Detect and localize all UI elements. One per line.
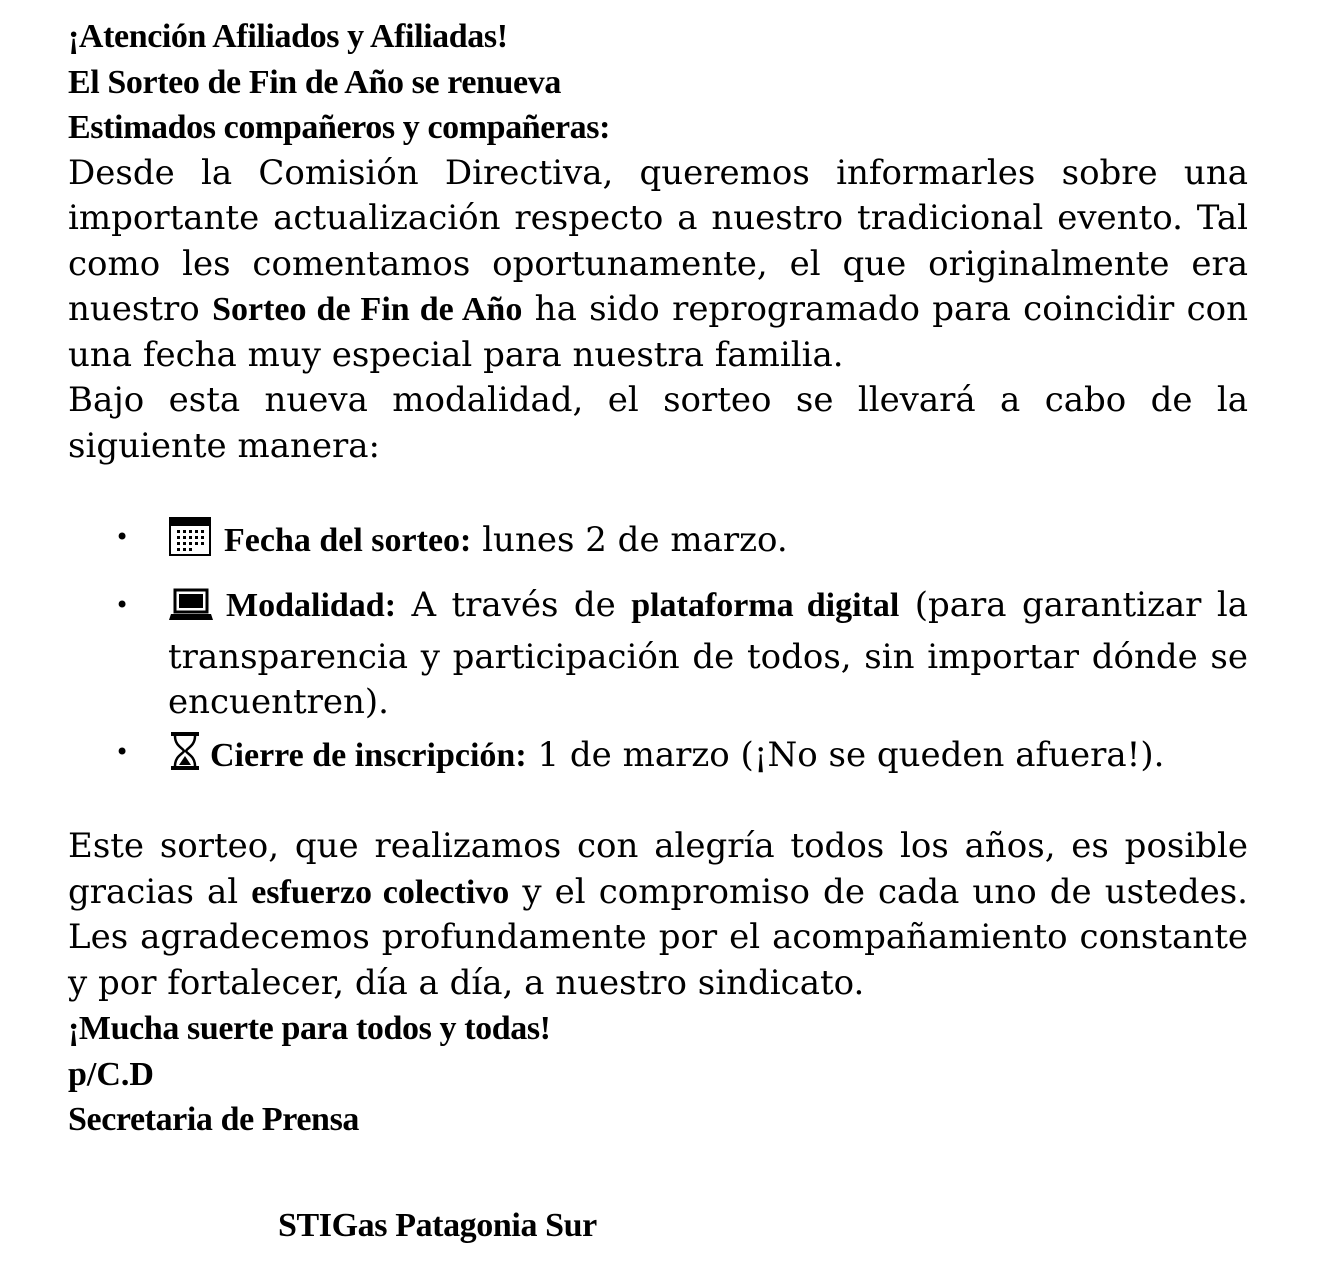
intro-bold-event: Sorteo de Fin de Año <box>212 291 523 328</box>
calendar-icon <box>168 515 212 570</box>
signature-role: Secretaria de Prensa <box>68 1101 359 1138</box>
date-label: Fecha del sorteo: <box>224 521 472 559</box>
intro-text-a: Desde la Comisión Directiva, queremos informarles sobre una importante actualización respecto a nuestro tradicional evento. Tal como les comentamos oportunamente, el que originalmente era nuestro <box>68 152 1248 329</box>
closing-date-label: Cierre de inscripción: <box>210 736 527 774</box>
intro-paragraph <box>68 151 1248 379</box>
list-item-modality <box>68 583 1248 726</box>
modality-intro-paragraph <box>68 378 1248 469</box>
hourglass-icon <box>168 730 202 785</box>
laptop-icon <box>168 588 214 635</box>
bullet-icon: • <box>115 737 130 766</box>
modality-bold-platform: plataforma digital <box>631 587 900 624</box>
blank-line <box>68 784 1248 824</box>
good-luck-line: ¡Mucha suerte para todos y todas! <box>68 1010 551 1047</box>
closing-date-value: 1 de marzo (¡No se queden afuera!). <box>537 734 1165 775</box>
signature-for-cd: p/C.D <box>68 1055 154 1093</box>
intro-text-b: ha sido reprogramado para coincidir con una fecha muy especial para nuestra familia. <box>68 289 1249 375</box>
closing-text-b: y el compromiso de cada uno de ustedes. Les agradecemos profundamente por el acompañamiento constante y por fortalecer, día a día, a nuestro sindicato. <box>68 871 1248 1003</box>
closing-bold-effort: esfuerzo colectivo <box>251 873 510 911</box>
closing-paragraph <box>68 824 1248 1006</box>
bullet-icon: • <box>115 591 130 619</box>
announcement-heading: ¡Atención Afiliados y Afiliadas! <box>68 18 508 55</box>
list-item-date <box>68 515 1248 570</box>
modality-text-b: (para garantizar la transparencia y participación de todos, sin importar dónde se encuentren). <box>168 585 1248 722</box>
modality-intro-text: Bajo esta nueva modalidad, el sorteo se llevará a cabo de la siguiente manera: <box>68 380 1248 466</box>
organization-block <box>278 1203 597 1249</box>
closing-text-a: Este sorteo, que realizamos con alegría todos los años, es posible gracias al <box>68 826 1248 912</box>
date-value: lunes 2 de marzo. <box>482 519 788 560</box>
bullet-icon: • <box>115 522 130 551</box>
modality-label: Modalidad: <box>226 587 397 624</box>
details-list <box>68 515 1248 785</box>
announcement-document <box>68 14 1248 1143</box>
blank-line <box>68 469 1248 515</box>
organization-name: STIGas Patagonia Sur <box>278 1207 597 1244</box>
modality-text-a: A través de <box>411 585 616 625</box>
greeting-line: Estimados compañeros y compañeras: <box>68 109 611 146</box>
announcement-subheading: El Sorteo de Fin de Año se renueva <box>68 63 561 101</box>
list-spacer <box>68 569 1248 583</box>
list-item-closing-date <box>68 730 1248 785</box>
